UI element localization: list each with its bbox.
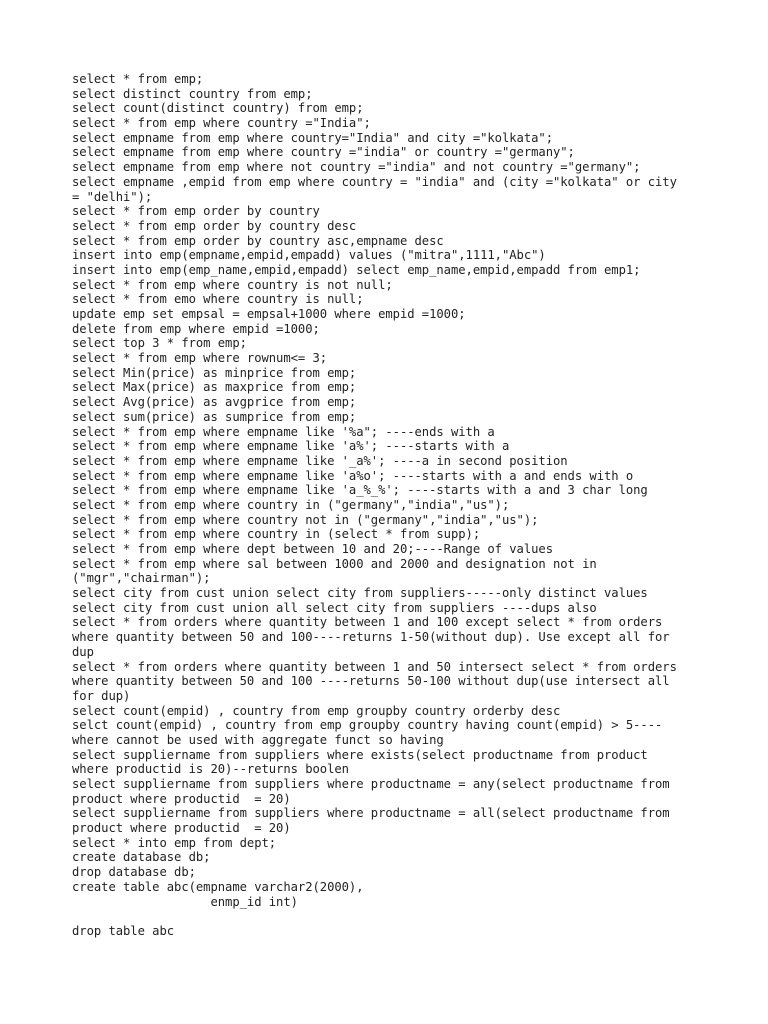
text-line: select suppliername from suppliers where productname = any(select productname from	[72, 777, 670, 791]
text-line: select * from emp order by country desc	[72, 218, 357, 233]
text-line: selct count(empid) , country from emp groupby country having count(empid) > 5----	[72, 718, 663, 733]
text-line: select * from emp where dept between 10 and 20;----Range of values	[72, 542, 553, 556]
text-line: select * from emp;	[72, 72, 204, 86]
text-line: select * from emp where country ="India";	[72, 116, 371, 131]
text-line: select * from orders where quantity between 1 and 100 except select * from orders	[72, 615, 663, 630]
text-line: select * from emp where empname like 'a%o'; ----starts with a and ends with o	[72, 468, 634, 483]
text-line: where quantity between 50 and 100----returns 1-50(without dup). Use except all for	[72, 630, 670, 645]
text-line: select count(empid) , country from emp groupby country orderby desc	[72, 703, 561, 718]
text-line: product where productid = 20)	[72, 791, 291, 806]
text-line: drop database db;	[72, 865, 196, 880]
text-line: = "delhi");	[72, 189, 153, 204]
text-line: delete from emp where empid =1000;	[72, 321, 320, 336]
text-line: select city from cust union select city from suppliers-----only distinct values	[72, 586, 648, 601]
text-line: select distinct country from emp;	[72, 86, 313, 101]
text-line: select suppliername from suppliers where productname = all(select productname from	[72, 806, 670, 821]
text-line: for dup)	[72, 688, 131, 703]
text-line: select * from emp order by country asc,empname desc	[72, 233, 444, 248]
text-line: select top 3 * from emp;	[72, 336, 247, 351]
text-line: insert into emp(empname,empid,empadd) values ("mitra",1111,"Abc")	[72, 248, 546, 263]
text-line: select * from emp where sal between 1000 and 2000 and designation not in	[72, 556, 597, 571]
text-line: select sum(price) as sumprice from emp;	[72, 409, 357, 424]
text-line: drop table abc	[72, 923, 175, 938]
text-line: select * from emp where country in (select * from supp);	[72, 527, 481, 542]
text-line: select * from emp where empname like '%a"; ----ends with a	[72, 424, 495, 439]
document-page	[72, 72, 702, 939]
text-line: select Max(price) as maxprice from emp;	[72, 380, 357, 395]
text-line: select * from emp where empname like 'a%'; ----starts with a	[72, 439, 510, 454]
text-line: update emp set empsal = empsal+1000 where empid =1000;	[72, 307, 466, 321]
text-line: insert into emp(emp_name,empid,empadd) select emp_name,empid,empadd from emp1;	[72, 262, 641, 277]
text-line: select * from emo where country is null;	[72, 292, 364, 307]
text-line: select count(distinct country) from emp;	[72, 101, 364, 116]
text-line: dup	[72, 644, 94, 659]
text-line: select Avg(price) as avgprice from emp;	[72, 395, 357, 410]
text-line: select empname from emp where not country ="india" and not country ="germany";	[72, 160, 641, 175]
text-line: product where productid = 20)	[72, 821, 291, 836]
text-line: select * into emp from dept;	[72, 835, 277, 850]
text-line: enmp_id int)	[72, 894, 298, 909]
text-line: select * from emp where empname like 'a_%_%'; ----starts with a and 3 char long	[72, 483, 648, 498]
text-line: where productid is 20)--returns boolen	[72, 762, 349, 777]
text-line: select empname ,empid from emp where country = "india" and (city ="kolkata" or city	[72, 174, 677, 189]
text-line: select Min(price) as minprice from emp;	[72, 365, 357, 380]
text-line: select empname from emp where country ="india" or country ="germany";	[72, 145, 575, 160]
text-line: select suppliername from suppliers where exists(select productname from product	[72, 747, 648, 762]
text-line: select * from emp order by country	[72, 204, 320, 219]
text-line: create database db;	[72, 850, 211, 865]
text-line: create table abc(empname varchar2(2000),	[72, 879, 364, 894]
text-line: where quantity between 50 and 100 ----returns 50-100 without dup(use intersect all	[72, 674, 670, 689]
text-line: select * from emp where empname like '_a%'; ----a in second position	[72, 453, 568, 468]
text-line: select city from cust union all select city from suppliers ----dups also	[72, 600, 597, 615]
text-line: select * from emp where country in ("germany","india","us");	[72, 497, 510, 512]
text-line: select * from emp where country not in ("germany","india","us");	[72, 512, 539, 527]
text-line: select * from orders where quantity between 1 and 50 intersect select * from orders	[72, 659, 677, 674]
text-line: where cannot be used with aggregate funct so having	[72, 732, 444, 747]
text-line: select * from emp where rownum<= 3;	[72, 351, 328, 366]
blank-line	[72, 909, 702, 924]
text-line: select * from emp where country is not null;	[72, 277, 393, 292]
text-line: ("mgr","chairman");	[72, 571, 211, 586]
text-line: select empname from emp where country="India" and city ="kolkata";	[72, 130, 553, 145]
